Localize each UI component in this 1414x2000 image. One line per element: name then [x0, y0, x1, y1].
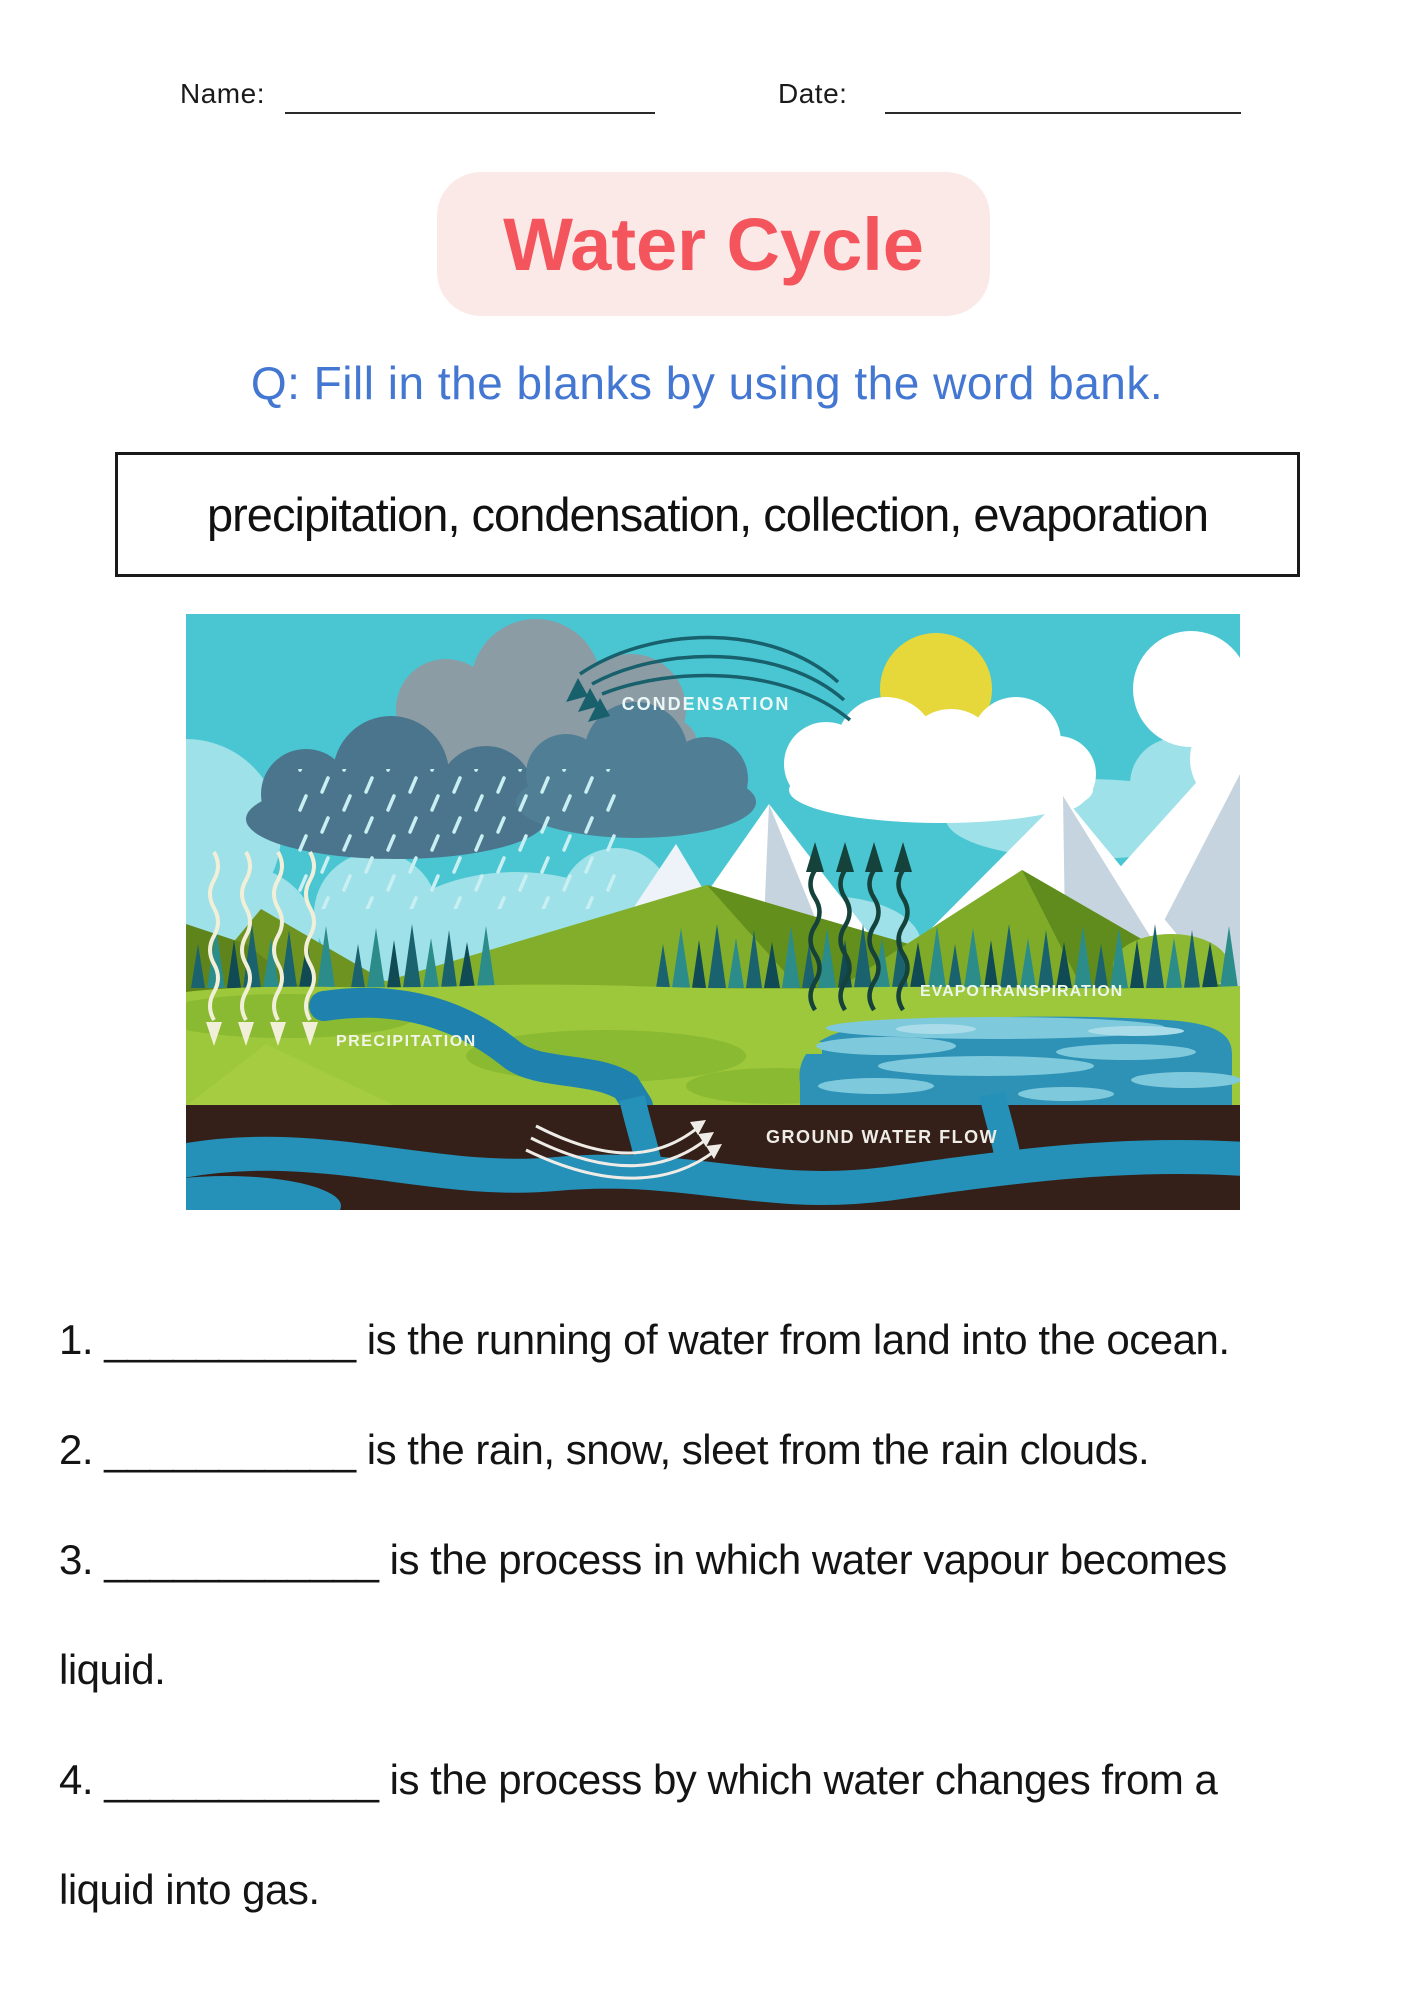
condensation-label: CONDENSATION — [621, 694, 791, 714]
question-prompt: Q: Fill in the blanks by using the word bank. — [250, 357, 1164, 409]
word-bank-text: precipitation, condensation, collection, evaporation — [207, 488, 1208, 541]
ground-water-flow-label: GROUND WATER FLOW — [766, 1127, 999, 1147]
word-bank-box — [115, 452, 1300, 577]
page-title: Water Cycle — [503, 202, 924, 286]
precipitation-label: PRECIPITATION — [336, 1033, 477, 1050]
questions-list — [59, 1285, 1389, 1945]
name-label: Name: — [180, 78, 265, 109]
rain-streaks — [291, 769, 626, 909]
question-1: 1. ___________ is the running of water from land into the ocean. — [59, 1316, 1230, 1363]
name-field-line — [285, 112, 655, 114]
date-field-line — [885, 112, 1241, 114]
date-label: Date: — [778, 78, 848, 109]
question-3-line-2: liquid. — [59, 1646, 166, 1693]
question-2: 2. ___________ is the rain, snow, sleet from the rain clouds. — [59, 1426, 1150, 1473]
evapotranspiration-label: EVAPOTRANSPIRATION — [920, 983, 1124, 1000]
water-cycle-illustration — [186, 614, 1240, 1210]
question-4-line-2: liquid into gas. — [59, 1866, 320, 1913]
question-3-line-1: 3. ____________ is the process in which water vapour becomes — [59, 1536, 1227, 1583]
title-badge — [437, 172, 990, 316]
question-4-line-1: 4. ____________ is the process by which water changes from a — [59, 1756, 1218, 1803]
